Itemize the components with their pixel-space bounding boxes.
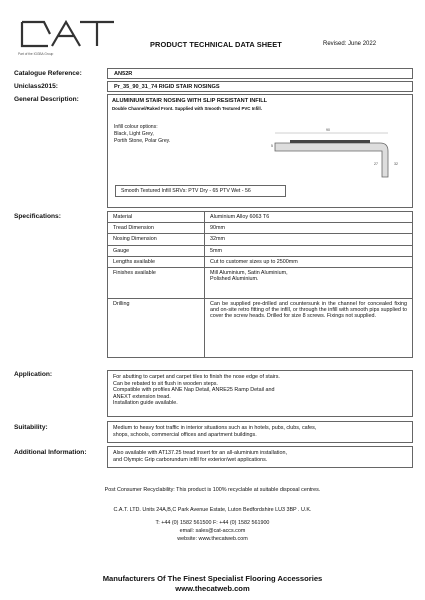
table-row (108, 299, 413, 358)
table-row (108, 223, 413, 234)
catalogue-value: AN52R (107, 68, 413, 79)
suitability-box (107, 421, 413, 443)
logo-caption: Part of the IGGBA Group (18, 52, 54, 56)
infill-line: Black, Light Grey, (114, 131, 154, 137)
spec-key: Gauge (108, 245, 205, 256)
spec-value: Cut to customer sizes up to 2500mm (205, 256, 413, 267)
additional-line: and Olympic Grip carborundum infill for exterior/wet applications. (113, 456, 268, 463)
specifications-label: Specifications: (14, 213, 61, 220)
application-line: ANEXT extension tread. (113, 393, 171, 400)
dim-width: 90 (326, 128, 330, 132)
spec-key: Finishes available (108, 268, 205, 299)
recyclability-text: Post Consumer Recyclability: This product is 100% recyclable at suitable disposal centres. (104, 487, 321, 493)
table-row (108, 212, 413, 223)
application-line: Compatible with profiles ANE Nap Detail, ANRE25 Ramp Detail and (113, 387, 275, 393)
application-line: For abutting to carpet and carpet tiles to finish the nose edge of stairs. (113, 374, 280, 380)
catalogue-label: Catalogue Reference: (14, 70, 82, 77)
suitability-line: shops, schools, commercial offices and apartment buildings. (113, 431, 257, 438)
infill-line: Portih Stone, Polar Grey. (114, 138, 171, 144)
application-line: Installation guide available. (113, 400, 178, 406)
suitability-line: Medium to heavy foot traffic in interior situations such as in hotels, pubs, clubs, cafes, (113, 425, 317, 431)
spec-value: 5mm (205, 245, 413, 256)
company-email: email: sales@cat-accs.com (179, 528, 246, 534)
page-title: PRODUCT TECHNICAL DATA SHEET (150, 40, 282, 49)
application-box (107, 370, 413, 417)
spec-value: Aluminium Alloy 6063 T6 (205, 212, 413, 223)
uniclass-label: Uniclass2015: (14, 83, 58, 90)
description-subtitle: Double Channel/Raked Front. Supplied with Smooth Textured PVC Infill. (112, 106, 262, 111)
cat-logo (18, 14, 118, 54)
website-link[interactable]: www.thecatweb.com (175, 584, 250, 593)
table-row (108, 256, 413, 267)
profile-drawing (270, 125, 410, 185)
application-label: Application: (14, 371, 53, 378)
spec-key: Drilling (108, 299, 205, 358)
spec-value: Can be supplied pre-drilled and countersunk in the channel for concealed fixing and on-site retro fitting of the infill, or through the infill with smooth pips supplied to cover the screw heads. Drilled for size 8 screws. Fixings not supplied. (205, 299, 413, 358)
table-row (108, 234, 413, 245)
additional-box (107, 446, 413, 468)
spec-key: Nosing Dimension (108, 234, 205, 245)
application-line: Can be rebated to sit flush in wooden steps. (113, 380, 218, 387)
dim-h3: 32 (394, 162, 398, 166)
srv-box: Smooth Textured Infill SRVs: PTV Dry - 65 PTV Wet - 56 (115, 185, 286, 197)
spec-value: 32mm (205, 234, 413, 245)
spec-key: Material (108, 212, 205, 223)
spec-value: Mill Aluminium, Satin Aluminium, Polished Aluminium. (205, 268, 413, 299)
revised-date: Revised: June 2022 (323, 41, 377, 47)
description-label: General Description: (14, 96, 79, 103)
spec-key: Lengths available (108, 256, 205, 267)
additional-label: Additional Information: (14, 449, 87, 456)
company-website: website: www.thecatweb.com (177, 536, 248, 542)
tagline: Manufacturers Of The Finest Specialist Flooring Accessories (102, 574, 323, 583)
company-address: C.A.T. LTD. Units 24A,B,C Park Avenue Estate, Luton Bedfordshire LU3 3BP . U.K. (113, 507, 312, 513)
company-phone: T: +44 (0) 1582 561500 F: +44 (0) 1582 561900 (155, 520, 270, 526)
description-title: ALUMINIUM STAIR NOSING WITH SLIP RESISTANT INFILL (112, 98, 268, 104)
dim-h1: 5 (271, 144, 273, 148)
spec-value: 90mm (205, 223, 413, 234)
specifications-table (107, 211, 413, 358)
suitability-label: Suitability: (14, 424, 48, 431)
table-row (108, 245, 413, 256)
uniclass-value: Pr_35_90_31_74 RIGID STAIR NOSINGS (107, 81, 413, 92)
infill-line: Infill colour options: (114, 124, 158, 130)
table-row (108, 268, 413, 299)
additional-line: Also available with AT137.25 tread insert for an all-aluminium installation, (113, 450, 287, 456)
dim-h2: 27 (374, 162, 378, 166)
spec-key: Tread Dimension (108, 223, 205, 234)
